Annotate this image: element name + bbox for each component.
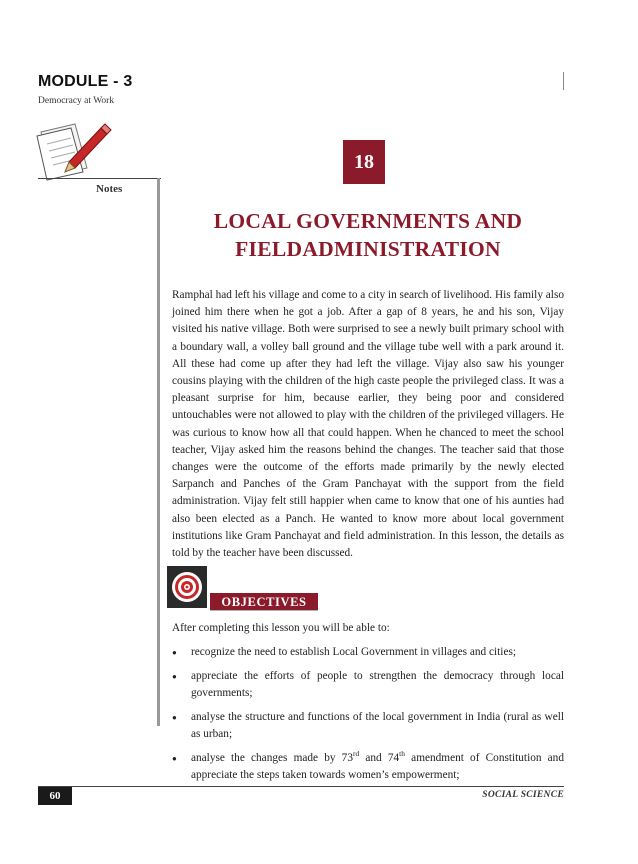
chapter-title-line1: LOCAL GOVERNMENTS AND	[213, 209, 523, 233]
list-item: ● recognize the need to establish Local Government in villages and cities;	[172, 644, 564, 661]
module-title: MODULE - 3	[38, 73, 133, 90]
objectives-label: OBJECTIVES	[210, 593, 318, 611]
notes-label: Notes	[96, 183, 123, 195]
footer-subject: SOCIAL SCIENCE	[482, 790, 564, 800]
module-subtitle: Democracy at Work	[38, 96, 115, 106]
list-item-text: analyse the changes made by 73	[191, 752, 353, 764]
chapter-number: 18	[343, 140, 385, 184]
intro-paragraph: Ramphal had left his village and come to a city in search of livelihood. His family also joined him there when he got a job. After a gap of 8 years, he and his son, Vijay visited his native village. Both were surprised to see a newly built primary school with a boundary wall, a volley ball ground and the village tube well with a park around it. All these had come up after they had left the village. Vijay also saw his younger cousins playing with the children of the high caste people the privileged class. It was a pleasant surprise for him, because earlier, they being poor and considered untouchables were not allowed to play with the children of the privileged villagers. He was curious to know how all that could happen. When he chanced to meet the school teacher, Vijay asked him the reasons behind the changes. The teacher said that those changes were the outcome of the efforts made primarily by the newly elected Sarpanch and Panches of the Gram Panchayat with the support from the field administration. Vijay felt still happier when came to know that one of his aunties had also been elected as a Panch. He wanted to know more about local government institutions like Gram Panchayat and field administration. In this lesson, the details as told by the teacher have been discussed.	[172, 289, 564, 560]
target-icon	[167, 566, 207, 608]
list-item: ● analyse the structure and functions of the local government in India (rural as well as urban;	[172, 709, 564, 743]
notes-divider	[38, 178, 161, 179]
margin-rule	[157, 178, 160, 726]
list-item-text: amendment of Constitution and appreciate the steps taken towards women’s empowerment;	[191, 752, 564, 781]
chapter-title-line2: FIELDADMINISTRATION	[235, 237, 501, 261]
superscript: th	[399, 749, 406, 759]
top-tick-mark	[563, 72, 564, 90]
notes-pencil-icon	[35, 122, 115, 182]
footer-rule	[38, 786, 564, 787]
objectives-list	[172, 644, 564, 789]
page-number: 60	[38, 787, 72, 805]
chapter-title	[172, 207, 564, 263]
objectives-rule	[210, 610, 318, 611]
list-item-text: and 74	[359, 752, 400, 764]
list-item	[172, 750, 564, 784]
superscript: rd	[352, 749, 360, 759]
list-item: ● appreciate the efforts of people to strengthen the democracy through local governments;	[172, 668, 564, 702]
objectives-intro: After completing this lesson you will be able to:	[172, 622, 390, 634]
